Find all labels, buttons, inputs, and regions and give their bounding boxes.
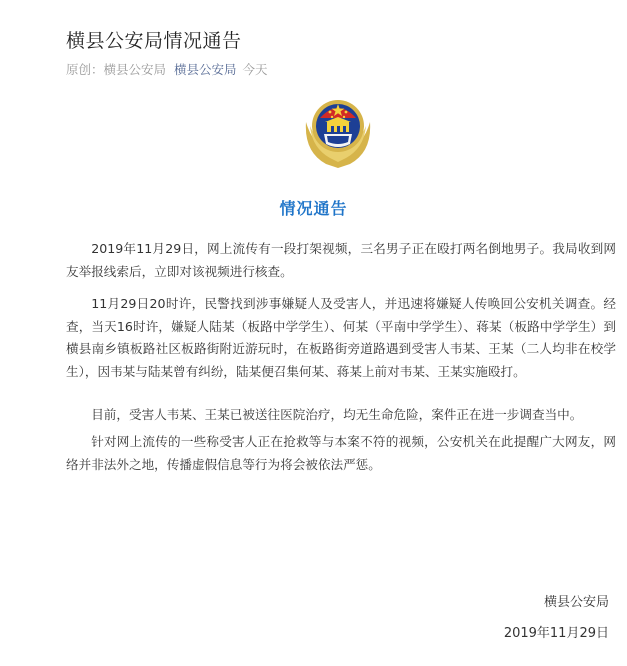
author-name: 横县公安局 — [103, 62, 167, 77]
publish-date: 今天 — [242, 62, 268, 77]
signature-date: 2019年11月29日 — [503, 626, 609, 641]
paragraph-3: 目前，受害人韦某、王某已被送往医院治疗，均无生命危险，案件正在进一步调查当中。 — [91, 407, 583, 422]
article-meta — [66, 60, 268, 78]
paragraph-2: 11月29日20时许，民警找到涉事嫌疑人及受害人，并迅速将嫌疑人传唤回公安机关调查。经查，当天16时许，嫌疑人陆某（板路中学学生）、何某（平南中学学生）、蒋某（板路中学学生）到横县南乡镇板路社区板路街附近游玩时，在板路街旁道路遇到受害人韦某、王某（二人均非在校学生），因韦某与陆某曾有纠纷，陆某便召集何某、蒋某上前对韦某、王某实施殴打。 — [66, 296, 616, 379]
police-emblem-icon — [296, 92, 380, 170]
paragraph-1: 2019年11月29日，网上流传有一段打架视频，三名男子正在殴打两名倒地男子。我局收到网友举报线索后，立即对该视频进行核查。 — [66, 241, 616, 279]
article-title: 横县公安局情况通告 — [66, 30, 242, 52]
signature-org: 横县公安局 — [543, 595, 609, 610]
paragraph-4: 针对网上流传的一些称受害人正在抢救等与本案不符的视频，公安机关在此提醒广大网友，网络并非法外之地，传播虚假信息等行为将会被依法严惩。 — [66, 434, 616, 472]
account-link[interactable]: 横县公安局 — [174, 62, 237, 77]
notice-heading: 情况通告 — [279, 199, 348, 218]
original-label: 原创： — [66, 62, 104, 77]
